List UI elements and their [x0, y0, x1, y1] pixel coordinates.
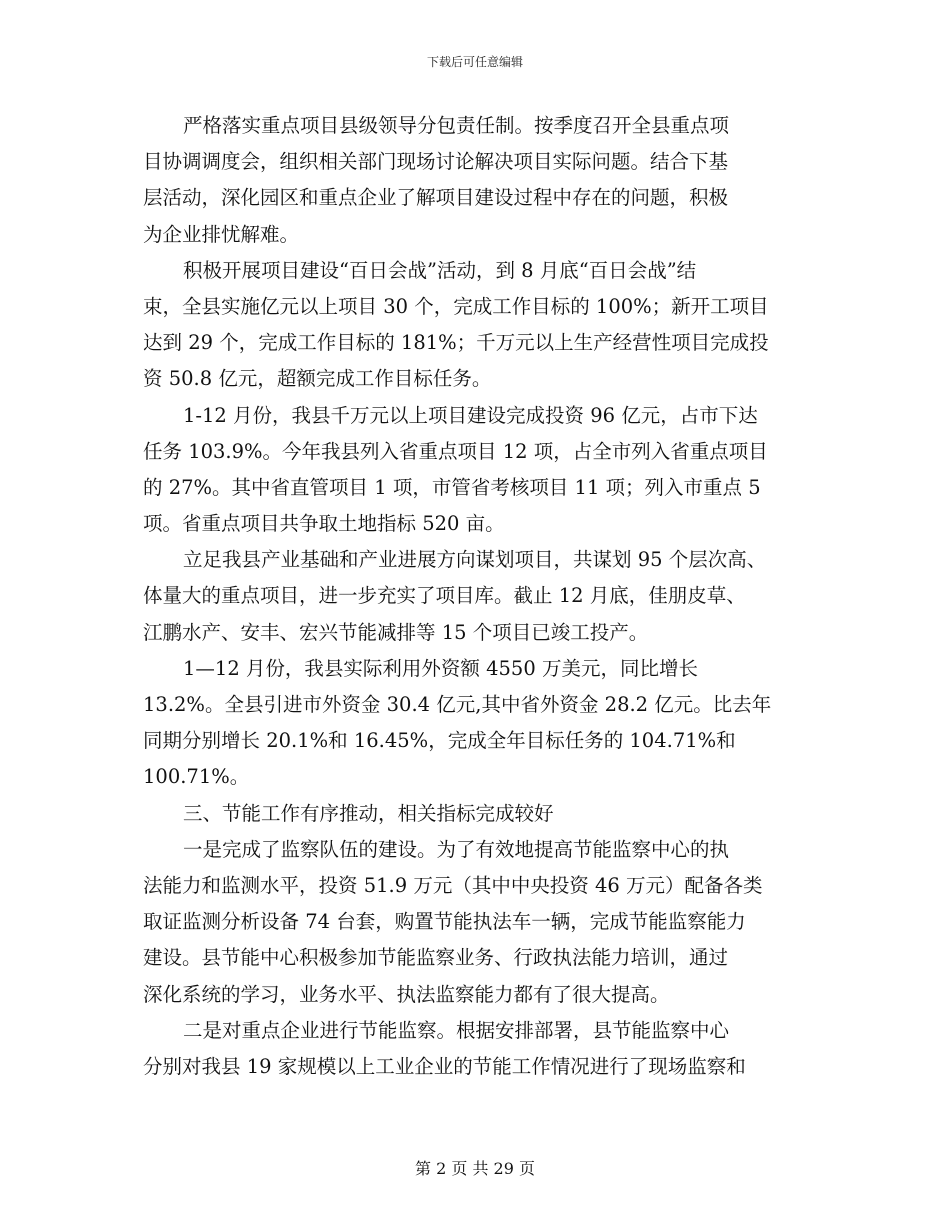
text-line: 目协调调度会，组织相关部门现场讨论解决项目实际问题。结合下基 — [143, 150, 729, 174]
text-line: 同期分别增长 20.1%和 16.45%，完成全年目标任务的 104.71%和 — [143, 729, 736, 753]
text-line: 达到 29 个，完成工作目标的 181%；千万元以上生产经营性项目完成投 — [143, 331, 769, 355]
document-body — [143, 108, 813, 1085]
text-line: 1—12 月份，我县实际利用外资额 4550 万美元，同比增长 — [183, 656, 698, 680]
text-line: 层活动，深化园区和重点企业了解项目建设过程中存在的问题，积极 — [143, 186, 729, 210]
text-line: 束，全县实施亿元以上项目 30 个，完成工作目标的 100%；新开工项目 — [143, 294, 769, 318]
text-line: 100.71%。 — [143, 765, 250, 789]
page-number-footer: 第 2 页 共 29 页 — [415, 1159, 535, 1178]
text-line: 一是完成了监察队伍的建设。为了有效地提高节能监察中心的执 — [183, 837, 730, 861]
text-line: 立足我县产业基础和产业进展方向谋划项目，共谋划 95 个层次高、 — [183, 548, 767, 572]
text-line: 三、节能工作有序推动，相关指标完成较好 — [183, 801, 554, 825]
text-line: 深化系统的学习，业务水平、执法监察能力都有了很大提高。 — [143, 982, 670, 1006]
text-line: 的 27%。其中省直管项目 1 项，市管省考核项目 11 项；列入市重点 5 — [143, 475, 761, 499]
text-line: 为企业排忧解难。 — [143, 222, 300, 246]
text-line: 任务 103.9%。今年我县列入省重点项目 12 项，占全市列入省重点项目 — [143, 439, 768, 463]
text-line: 取证监测分析设备 74 台套，购置节能执法车一辆，完成节能监察能力 — [143, 910, 746, 934]
text-line: 积极开展项目建设“百日会战”活动，到 8 月底“百日会战”结 — [183, 258, 697, 282]
text-line: 分别对我县 19 家规模以上工业企业的节能工作情况进行了现场监察和 — [143, 1054, 746, 1078]
page-header-note: 下载后可任意编辑 — [426, 55, 523, 69]
text-line: 建设。县节能中心积极参加节能监察业务、行政执法能力培训，通过 — [143, 946, 729, 970]
text-line: 资 50.8 亿元，超额完成工作目标任务。 — [143, 367, 492, 391]
text-line: 1-12 月份，我县千万元以上项目建设完成投资 96 亿元，占市下达 — [183, 403, 758, 427]
text-line: 体量大的重点项目，进一步充实了项目库。截止 12 月底，佳朋皮草、 — [143, 584, 746, 608]
text-line: 项。省重点项目共争取土地指标 520 亩。 — [143, 512, 505, 536]
text-line: 13.2%。全县引进市外资金 30.4 亿元,其中省外资金 28.2 亿元。比去年 — [143, 693, 772, 716]
text-line: 法能力和监测水平，投资 51.9 万元（其中中央投资 46 万元）配备各类 — [143, 873, 763, 897]
text-line: 二是对重点企业进行节能监察。根据安排部署，县节能监察中心 — [183, 1018, 730, 1042]
text-line: 江鹏水产、安丰、宏兴节能减排等 15 个项目已竣工投产。 — [143, 620, 649, 644]
text-line: 严格落实重点项目县级领导分包责任制。按季度召开全县重点项 — [183, 114, 730, 137]
